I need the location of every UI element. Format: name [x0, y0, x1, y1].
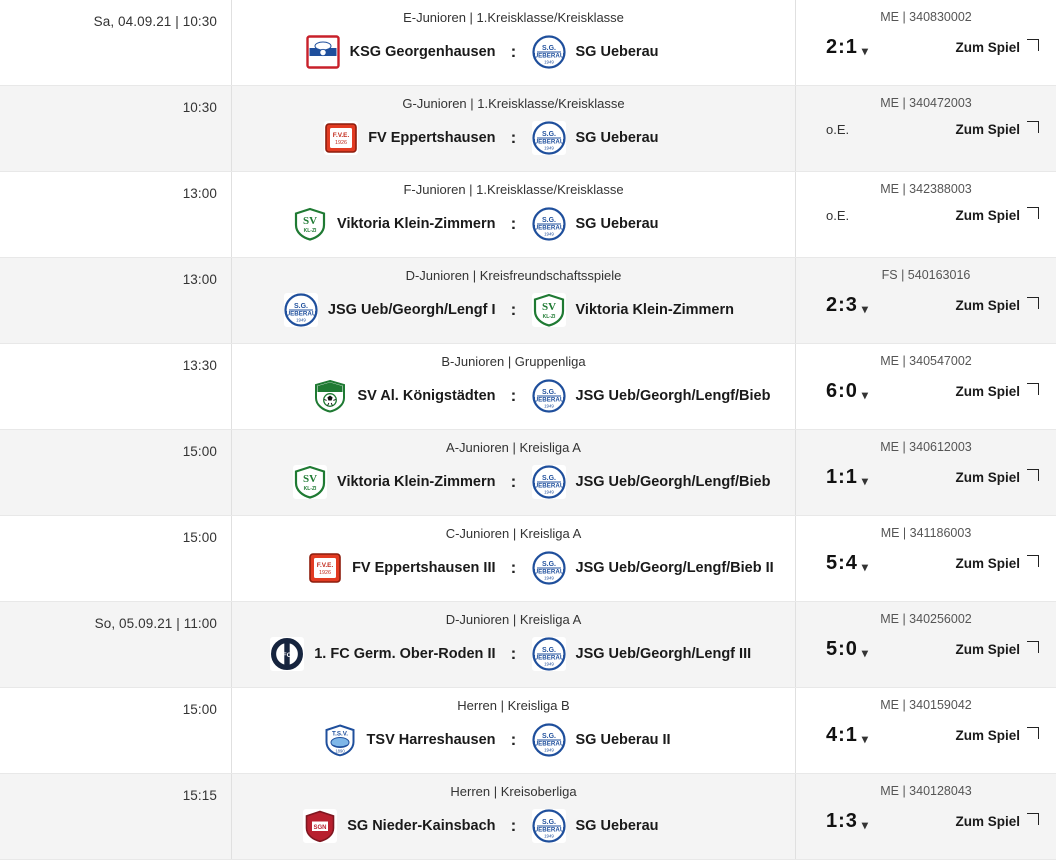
- away-team[interactable]: [532, 293, 780, 327]
- match-result-line: [796, 122, 1056, 137]
- match-score[interactable]: 5:4 ▾: [826, 552, 869, 574]
- away-team[interactable]: [532, 35, 780, 69]
- home-team-name: FV Eppertshausen III: [352, 560, 496, 576]
- match-result-line: [796, 36, 1056, 59]
- match-id: ME | 342388003: [880, 182, 972, 196]
- chevron-down-icon[interactable]: ▾: [861, 387, 869, 402]
- match-meta-cell: [796, 688, 1056, 773]
- svg-text:KL-ZI: KL-ZI: [303, 486, 317, 492]
- fv-eppertshausen-crest-icon: [324, 121, 358, 155]
- home-team[interactable]: [248, 293, 496, 327]
- svg-text:SV: SV: [303, 215, 318, 227]
- zum-spiel-label: Zum Spiel: [955, 298, 1020, 313]
- match-teams: [232, 723, 795, 757]
- match-row[interactable]: [0, 602, 1056, 688]
- match-competition: E-Junioren | 1.Kreisklasse/Kreisklasse: [403, 10, 624, 25]
- svg-text:S.G.: S.G.: [541, 217, 556, 224]
- svg-text:S.G.: S.G.: [541, 475, 556, 482]
- fc-ober-roden-crest-icon: [270, 637, 304, 671]
- match-teams: [232, 207, 795, 241]
- match-center-cell: [232, 0, 796, 85]
- match-id: ME | 340472003: [880, 96, 972, 110]
- match-center-cell: [232, 430, 796, 515]
- zum-spiel-label: Zum Spiel: [955, 728, 1020, 743]
- zum-spiel-label: Zum Spiel: [955, 556, 1020, 571]
- match-time-cell: [0, 602, 232, 687]
- away-team-name: JSG Ueb/Georgh/Lengf III: [575, 646, 752, 662]
- match-time-cell: [0, 86, 232, 171]
- external-link-icon: [1027, 39, 1038, 50]
- viktoria-klein-zimmern-crest-icon: [532, 293, 566, 327]
- zum-spiel-label: Zum Spiel: [955, 470, 1020, 485]
- sv-koenigstaedten-crest-icon: [313, 379, 347, 413]
- svg-text:S.G.: S.G.: [541, 389, 556, 396]
- match-result-line: [796, 380, 1056, 403]
- external-link-icon: [1027, 641, 1038, 652]
- match-center-cell: [232, 602, 796, 687]
- match-time-cell: [0, 258, 232, 343]
- home-team[interactable]: [248, 379, 496, 413]
- zum-spiel-label: Zum Spiel: [955, 384, 1020, 399]
- away-team[interactable]: [532, 465, 780, 499]
- away-team[interactable]: [532, 551, 780, 585]
- away-team[interactable]: [532, 121, 780, 155]
- sg-ueberau-crest-icon: [532, 809, 566, 843]
- match-teams: [232, 121, 795, 155]
- svg-text:F.V.E.: F.V.E.: [332, 132, 350, 139]
- match-meta-cell: [796, 86, 1056, 171]
- svg-text:UEBERAU: UEBERAU: [533, 826, 564, 834]
- svg-text:1949: 1949: [543, 59, 554, 65]
- svg-text:S.G.: S.G.: [293, 303, 308, 310]
- svg-text:UEBERAU: UEBERAU: [533, 740, 564, 748]
- zum-spiel-label: Zum Spiel: [955, 814, 1020, 829]
- score-separator: :: [510, 386, 517, 405]
- match-teams: [232, 637, 795, 671]
- match-meta-cell: [796, 0, 1056, 85]
- svg-text:1949: 1949: [543, 661, 554, 667]
- match-result-line: [796, 466, 1056, 489]
- tsv-harreshausen-crest-icon: [323, 723, 357, 757]
- match-center-cell: [232, 774, 796, 859]
- svg-text:KL-ZI: KL-ZI: [303, 228, 317, 234]
- score-separator: :: [510, 644, 517, 663]
- away-team[interactable]: [532, 207, 780, 241]
- viktoria-klein-zimmern-crest-icon: [293, 207, 327, 241]
- match-time: 15:00: [182, 530, 217, 545]
- match-time: 15:15: [182, 788, 217, 803]
- svg-text:1949: 1949: [543, 575, 554, 581]
- chevron-down-icon[interactable]: ▾: [861, 645, 869, 660]
- away-team-name: SG Ueberau: [575, 818, 659, 834]
- match-id: ME | 340612003: [880, 440, 972, 454]
- zum-spiel-link[interactable]: [955, 384, 1038, 399]
- match-row[interactable]: [0, 172, 1056, 258]
- match-id: ME | 340547002: [880, 354, 972, 368]
- chevron-down-icon[interactable]: ▾: [861, 559, 869, 574]
- match-teams: [232, 551, 795, 585]
- svg-text:SV: SV: [541, 301, 556, 313]
- svg-text:1926: 1926: [319, 570, 332, 576]
- match-competition: C-Junioren | Kreisliga A: [445, 526, 582, 541]
- external-link-icon: [1027, 469, 1038, 480]
- match-time: 13:00: [182, 272, 217, 287]
- match-time-cell: [0, 774, 232, 859]
- score-separator: :: [510, 816, 517, 835]
- svg-text:UEBERAU: UEBERAU: [285, 310, 317, 318]
- svg-text:1949: 1949: [543, 833, 554, 839]
- match-score[interactable]: 6:0 ▾: [826, 380, 869, 402]
- svg-text:S.G.: S.G.: [541, 45, 556, 52]
- sg-ueberau-crest-icon: [532, 379, 566, 413]
- svg-text:UEBERAU: UEBERAU: [533, 138, 564, 146]
- home-team-name: JSG Ueb/Georgh/Lengf I: [327, 302, 496, 318]
- home-team-name: Viktoria Klein-Zimmern: [337, 216, 496, 232]
- svg-text:F.V.E.: F.V.E.: [316, 562, 334, 569]
- match-row[interactable]: [0, 774, 1056, 860]
- svg-text:SV: SV: [303, 473, 318, 485]
- zum-spiel-link[interactable]: [955, 728, 1038, 743]
- svg-text:S.G.: S.G.: [541, 733, 556, 740]
- home-team[interactable]: [248, 551, 496, 585]
- match-center-cell: [232, 688, 796, 773]
- external-link-icon: [1027, 727, 1038, 738]
- sg-ueberau-crest-icon: [532, 637, 566, 671]
- svg-text:S.G.: S.G.: [541, 131, 556, 138]
- match-score: o.E.: [826, 122, 850, 137]
- away-team-name: Viktoria Klein-Zimmern: [575, 302, 734, 318]
- match-score[interactable]: 1:3 ▾: [826, 810, 869, 832]
- chevron-down-icon[interactable]: ▾: [861, 301, 869, 316]
- match-id: ME | 341186003: [880, 526, 972, 540]
- svg-text:1949: 1949: [543, 231, 554, 237]
- external-link-icon: [1027, 555, 1038, 566]
- match-row[interactable]: [0, 344, 1056, 430]
- match-time: 10:30: [182, 100, 217, 115]
- svg-text:UEBERAU: UEBERAU: [533, 568, 564, 576]
- score-separator: :: [510, 42, 517, 61]
- match-competition: D-Junioren | Kreisfreundschaftsspiele: [405, 268, 622, 283]
- external-link-icon: [1027, 383, 1038, 394]
- match-competition: A-Junioren | Kreisliga A: [446, 440, 581, 455]
- away-team-name: SG Ueberau II: [575, 732, 671, 748]
- match-meta-cell: [796, 774, 1056, 859]
- match-competition: Herren | Kreisliga B: [457, 698, 570, 713]
- external-link-icon: [1027, 297, 1038, 308]
- match-center-cell: [232, 258, 796, 343]
- svg-text:1949: 1949: [296, 317, 306, 323]
- svg-text:UEBERAU: UEBERAU: [533, 654, 564, 662]
- external-link-icon: [1027, 207, 1038, 218]
- match-competition: G-Junioren | 1.Kreisklasse/Kreisklasse: [402, 96, 625, 111]
- home-team-name: SG Nieder-Kainsbach: [347, 818, 496, 834]
- svg-text:UEBERAU: UEBERAU: [533, 224, 564, 232]
- zum-spiel-link[interactable]: [955, 122, 1038, 137]
- match-id: ME | 340830002: [880, 10, 972, 24]
- match-result-line: [796, 552, 1056, 575]
- sg-ueberau-crest-icon: [532, 207, 566, 241]
- away-team-name: SG Ueberau: [575, 216, 659, 232]
- match-result-line: [796, 724, 1056, 747]
- match-time-cell: [0, 688, 232, 773]
- match-time: 15:00: [182, 444, 217, 459]
- match-teams: [232, 379, 795, 413]
- sg-ueberau-crest-icon: [532, 35, 566, 69]
- home-team-name: FV Eppertshausen: [368, 130, 496, 146]
- match-row[interactable]: [0, 430, 1056, 516]
- match-time-cell: [0, 430, 232, 515]
- match-score[interactable]: 4:1 ▾: [826, 724, 869, 746]
- match-competition: B-Junioren | Gruppenliga: [441, 354, 586, 369]
- svg-text:S.G.: S.G.: [541, 819, 556, 826]
- match-meta-cell: [796, 172, 1056, 257]
- match-id: ME | 340128043: [880, 784, 972, 798]
- home-team[interactable]: [248, 207, 496, 241]
- match-result-line: [796, 810, 1056, 833]
- match-meta-cell: [796, 430, 1056, 515]
- match-teams: [232, 809, 795, 843]
- match-id: ME | 340256002: [880, 612, 972, 626]
- home-team-name: 1. FC Germ. Ober-Roden II: [314, 646, 496, 662]
- home-team-name: Viktoria Klein-Zimmern: [337, 474, 496, 490]
- svg-text:1890: 1890: [334, 748, 345, 754]
- match-time: So, 05.09.21 | 11:00: [94, 616, 217, 631]
- match-meta-cell: [796, 258, 1056, 343]
- sg-ueberau-crest-icon: [284, 293, 318, 327]
- svg-text:UEBERAU: UEBERAU: [533, 396, 564, 404]
- sg-ueberau-crest-icon: [532, 723, 566, 757]
- match-id: ME | 340159042: [880, 698, 972, 712]
- match-time-cell: [0, 516, 232, 601]
- score-separator: :: [510, 214, 517, 233]
- svg-text:1949: 1949: [543, 747, 554, 753]
- match-result-line: [796, 208, 1056, 223]
- match-competition: F-Junioren | 1.Kreisklasse/Kreisklasse: [403, 182, 624, 197]
- match-meta-cell: [796, 516, 1056, 601]
- match-center-cell: [232, 86, 796, 171]
- match-result-line: [796, 638, 1056, 661]
- match-score: o.E.: [826, 208, 850, 223]
- match-time-cell: [0, 172, 232, 257]
- match-id: FS | 540163016: [881, 268, 971, 282]
- home-team[interactable]: [248, 35, 496, 69]
- away-team-name: JSG Ueb/Georgh/Lengf/Bieb: [575, 388, 771, 404]
- match-center-cell: [232, 172, 796, 257]
- external-link-icon: [1027, 121, 1038, 132]
- sg-ueberau-crest-icon: [532, 465, 566, 499]
- match-row[interactable]: [0, 86, 1056, 172]
- match-row[interactable]: [0, 516, 1056, 602]
- svg-text:UEBERAU: UEBERAU: [533, 52, 564, 60]
- svg-text:1949: 1949: [543, 489, 554, 495]
- score-separator: :: [510, 128, 517, 147]
- match-competition: Herren | Kreisoberliga: [450, 784, 577, 799]
- svg-text:S.G.: S.G.: [541, 647, 556, 654]
- sg-ueberau-crest-icon: [532, 121, 566, 155]
- away-team-name: SG Ueberau: [575, 44, 659, 60]
- match-teams: [232, 293, 795, 327]
- chevron-down-icon[interactable]: ▾: [861, 43, 869, 58]
- away-team[interactable]: [532, 637, 780, 671]
- home-team[interactable]: [248, 465, 496, 499]
- svg-text:FC: FC: [282, 652, 292, 660]
- score-separator: :: [510, 300, 517, 319]
- match-row[interactable]: [0, 688, 1056, 774]
- match-row[interactable]: [0, 258, 1056, 344]
- svg-text:1949: 1949: [543, 403, 554, 409]
- ksg-georgenhausen-crest-icon: [306, 35, 340, 69]
- match-teams: [232, 35, 795, 69]
- away-team[interactable]: [532, 723, 780, 757]
- home-team[interactable]: [248, 637, 496, 671]
- away-team-name: JSG Ueb/Georgh/Lengf/Bieb: [575, 474, 771, 490]
- match-result-line: [796, 294, 1056, 317]
- match-center-cell: [232, 344, 796, 429]
- match-score[interactable]: 2:3 ▾: [826, 294, 869, 316]
- svg-text:KL-ZI: KL-ZI: [542, 314, 555, 320]
- svg-text:1949: 1949: [543, 145, 554, 151]
- away-team[interactable]: [532, 809, 780, 843]
- match-score[interactable]: 1:1 ▾: [826, 466, 869, 488]
- home-team[interactable]: [248, 723, 496, 757]
- score-separator: :: [510, 558, 517, 577]
- match-meta-cell: [796, 344, 1056, 429]
- zum-spiel-label: Zum Spiel: [955, 208, 1020, 223]
- sg-nieder-kainsbach-crest-icon: [303, 809, 337, 843]
- match-time: Sa, 04.09.21 | 10:30: [93, 14, 217, 29]
- match-time-cell: [0, 0, 232, 85]
- svg-text:1926: 1926: [335, 140, 348, 146]
- match-competition: D-Junioren | Kreisliga A: [445, 612, 582, 627]
- svg-text:SGN: SGN: [313, 825, 327, 831]
- match-score[interactable]: 2:1 ▾: [826, 36, 869, 58]
- chevron-down-icon[interactable]: ▾: [861, 473, 869, 488]
- home-team[interactable]: [248, 809, 496, 843]
- zum-spiel-label: Zum Spiel: [955, 40, 1020, 55]
- sg-ueberau-crest-icon: [532, 551, 566, 585]
- match-time-cell: [0, 344, 232, 429]
- home-team[interactable]: [248, 121, 496, 155]
- zum-spiel-link[interactable]: [955, 642, 1038, 657]
- match-time: 13:00: [182, 186, 217, 201]
- zum-spiel-link[interactable]: [955, 298, 1038, 313]
- home-team-name: TSV Harreshausen: [366, 732, 496, 748]
- zum-spiel-link[interactable]: [955, 40, 1038, 55]
- zum-spiel-link[interactable]: [955, 556, 1038, 571]
- home-team-name: SV Al. Königstädten: [357, 388, 496, 404]
- home-team-name: KSG Georgenhausen: [349, 44, 496, 60]
- away-team-name: SG Ueberau: [575, 130, 659, 146]
- viktoria-klein-zimmern-crest-icon: [293, 465, 327, 499]
- zum-spiel-label: Zum Spiel: [955, 122, 1020, 137]
- match-meta-cell: [796, 602, 1056, 687]
- match-center-cell: [232, 516, 796, 601]
- svg-text:T.S.V.: T.S.V.: [331, 730, 348, 738]
- match-row[interactable]: [0, 0, 1056, 86]
- match-time: 15:00: [182, 702, 217, 717]
- score-separator: :: [510, 472, 517, 491]
- svg-text:S.G.: S.G.: [541, 561, 556, 568]
- match-time: 13:30: [182, 358, 217, 373]
- svg-text:UEBERAU: UEBERAU: [533, 482, 564, 490]
- fv-eppertshausen-crest-icon: [308, 551, 342, 585]
- score-separator: :: [510, 730, 517, 749]
- match-score[interactable]: 5:0 ▾: [826, 638, 869, 660]
- match-teams: [232, 465, 795, 499]
- chevron-down-icon[interactable]: ▾: [861, 817, 869, 832]
- zum-spiel-label: Zum Spiel: [955, 642, 1020, 657]
- zum-spiel-link[interactable]: [955, 208, 1038, 223]
- away-team[interactable]: [532, 379, 780, 413]
- chevron-down-icon[interactable]: ▾: [861, 731, 869, 746]
- away-team-name: JSG Ueb/Georg/Lengf/Bieb II: [575, 560, 774, 576]
- zum-spiel-link[interactable]: [955, 814, 1038, 829]
- external-link-icon: [1027, 813, 1038, 824]
- zum-spiel-link[interactable]: [955, 470, 1038, 485]
